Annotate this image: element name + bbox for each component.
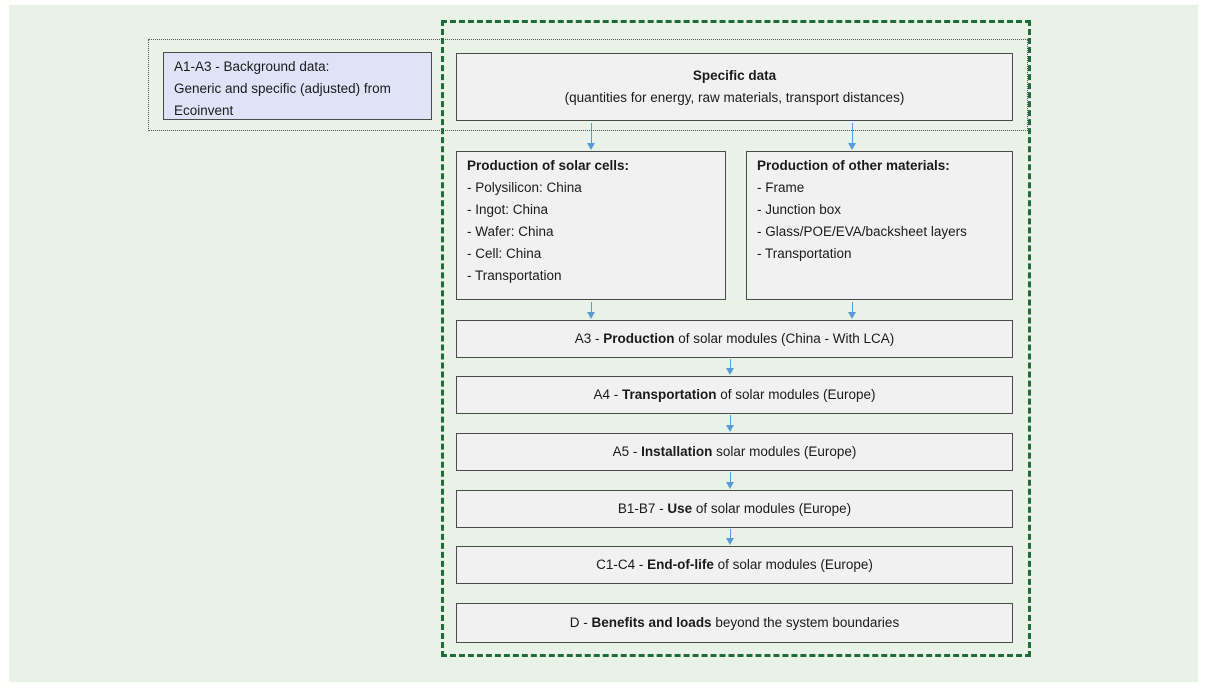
solar-cells-item: - Cell: China bbox=[467, 246, 542, 261]
stage-keyword: End-of-life bbox=[647, 557, 714, 572]
background-data-line-1: A1-A3 - Background data: bbox=[174, 59, 330, 74]
specific-data-title: Specific data bbox=[692, 68, 777, 83]
other-materials-item: - Frame bbox=[757, 180, 805, 195]
background-data-line-2: Generic and specific (adjusted) from bbox=[174, 81, 391, 96]
solar-cells-item: - Transportation bbox=[467, 268, 562, 283]
background-data-line-3: Ecoinvent bbox=[174, 103, 234, 118]
other-materials-item: - Junction box bbox=[757, 202, 842, 217]
stage-keyword: Production bbox=[603, 331, 675, 346]
stage-keyword: Installation bbox=[641, 444, 713, 459]
stage-prefix: B1-B7 - bbox=[617, 501, 668, 516]
stage-suffix: of solar modules (Europe) bbox=[692, 501, 852, 516]
other-materials-item: - Glass/POE/EVA/backsheet layers bbox=[757, 224, 967, 239]
stage-prefix: A3 - bbox=[574, 331, 604, 346]
solar-cells-item: - Wafer: China bbox=[467, 224, 554, 239]
solar-cells-item: - Ingot: China bbox=[467, 202, 549, 217]
stage-suffix: of solar modules (Europe) bbox=[713, 557, 873, 572]
stage-prefix: D - bbox=[569, 615, 592, 630]
stage-prefix: A5 - bbox=[612, 444, 642, 459]
stage-keyword: Benefits and loads bbox=[591, 615, 712, 630]
stage-prefix: A4 - bbox=[593, 387, 622, 402]
stage-prefix: C1-C4 - bbox=[596, 557, 648, 572]
stage-suffix: solar modules (Europe) bbox=[712, 444, 857, 459]
other-materials-item: - Transportation bbox=[757, 246, 852, 261]
stage-suffix: beyond the system boundaries bbox=[711, 615, 900, 630]
specific-data-subtitle: (quantities for energy, raw materials, transport distances) bbox=[564, 90, 905, 105]
stage-keyword: Use bbox=[667, 501, 693, 516]
stage-keyword: Transportation bbox=[621, 387, 717, 402]
stage-suffix: of solar modules (Europe) bbox=[716, 387, 876, 402]
other-materials-title: Production of other materials: bbox=[757, 158, 950, 173]
solar-cells-title: Production of solar cells: bbox=[467, 158, 630, 173]
system-boundary bbox=[441, 20, 1031, 657]
solar-cells-item: - Polysilicon: China bbox=[467, 180, 582, 195]
stage-suffix: of solar modules (China - With LCA) bbox=[674, 331, 895, 346]
